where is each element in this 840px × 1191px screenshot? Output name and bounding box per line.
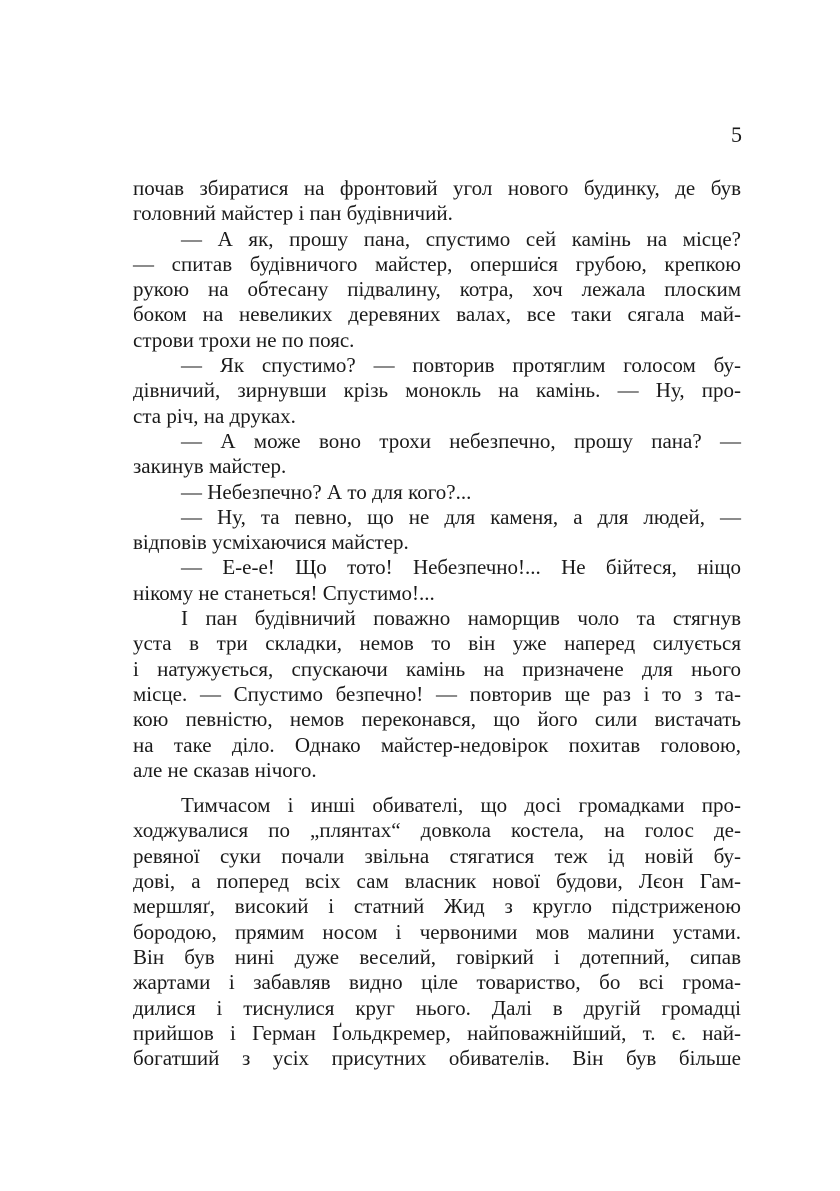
text-line: — А може воно трохи небезпечно, прошу пана? — <box>181 428 741 453</box>
text-line: і натужується, спускаючи камінь на призначене для нього <box>133 656 741 681</box>
text-line: Він був нині дуже веселий, говіркий і дотепний, сипав <box>133 944 741 969</box>
text-line: але не сказав нічого. <box>133 757 317 782</box>
paragraph <box>133 606 741 783</box>
text-line: почав збиратися на фронтовий угол нового будинку, де був <box>133 176 741 200</box>
paragraph <box>133 555 741 606</box>
text-line: кою певністю, немов переконався, що його сили вистачать <box>133 707 741 732</box>
paragraph <box>133 480 741 505</box>
text-line: на таке діло. Однако майстер-недовірок похитав головою, <box>133 732 741 757</box>
text-line: бородою, прямим носом і червоними мов малини устами. <box>133 919 741 944</box>
text-line: — Як спустимо? — повторив протяглим голосом бу- <box>181 353 741 378</box>
text-line: рукою на обтесану підвалину, котра, хоч лежала плоским <box>133 277 741 302</box>
text-line: нікому не станеться! Спустимо!... <box>133 580 435 605</box>
paragraph <box>133 353 741 429</box>
page-number: 5 <box>731 122 742 147</box>
paragraph <box>133 227 741 353</box>
text-line: — Ну, та певно, що не для каменя, а для людей, — <box>181 504 741 529</box>
text-line: дилися і тиснулися круг нього. Далі в другій громадці <box>133 995 741 1020</box>
text-line: відповів усміхаючися майстер. <box>133 530 409 555</box>
text-line: — А як, прошу пана, спустимо сей камінь на місце? <box>181 226 741 251</box>
paragraph <box>133 176 741 227</box>
text-line: строви трохи не по пояс. <box>133 327 355 352</box>
text-line: І пан будівничий поважно наморщив чоло та стягнув <box>181 606 741 631</box>
text-line: дові, а попеpед всіх сам власник нової будови, Лєон Гам- <box>133 869 741 894</box>
text-line: — спитав будівничого майстер, оперши̇ся грубою, крепкою <box>133 251 741 276</box>
text-line: головний майстер і пан будівничий. <box>133 201 453 226</box>
text-line: боком на невеликих деревяних валах, все таки сягала май- <box>133 302 741 327</box>
text-line: — Е-е-е! Що тото! Небезпечно!... Не бійтеся, ніщо <box>181 555 741 580</box>
text-line: дівничий, зирнувши крізь монокль на камінь. — Ну, про- <box>133 378 741 403</box>
text-line: — Небезпечно? А то для кого?... <box>181 479 472 504</box>
paragraph <box>133 793 741 1071</box>
text-line: богатший з усіх присутних обивателів. Він був більше <box>133 1046 741 1071</box>
text-line: Тимчасом і инші обивателі, що досі громадками про- <box>181 793 741 818</box>
text-line: жартами і забавляв видно ціле товариство, бо всі грома- <box>133 970 741 995</box>
text-line: мершляґ, високий і статний Жид з кругло підстриженою <box>133 894 741 919</box>
text-line: ходжувалися по „плянтах“ довкола костела, на голос де- <box>133 818 741 843</box>
text-line: ста річ, на друках. <box>133 403 296 428</box>
paragraph <box>133 505 741 556</box>
paragraph <box>133 429 741 480</box>
text-line: прийшов і Герман Ґольдкремер, найповажнійший, т. є. най- <box>133 1020 741 1045</box>
text-line: закинув майстер. <box>133 454 287 479</box>
text-line: уста в три складки, немов то він уже наперед силується <box>133 631 741 656</box>
body-text <box>133 176 741 1071</box>
text-line: місце. — Спустимо безпечно! — повторив ще раз і то з та- <box>133 681 741 706</box>
text-line: ревяної суки почали звільна стягатися теж ід новій бу- <box>133 843 741 868</box>
